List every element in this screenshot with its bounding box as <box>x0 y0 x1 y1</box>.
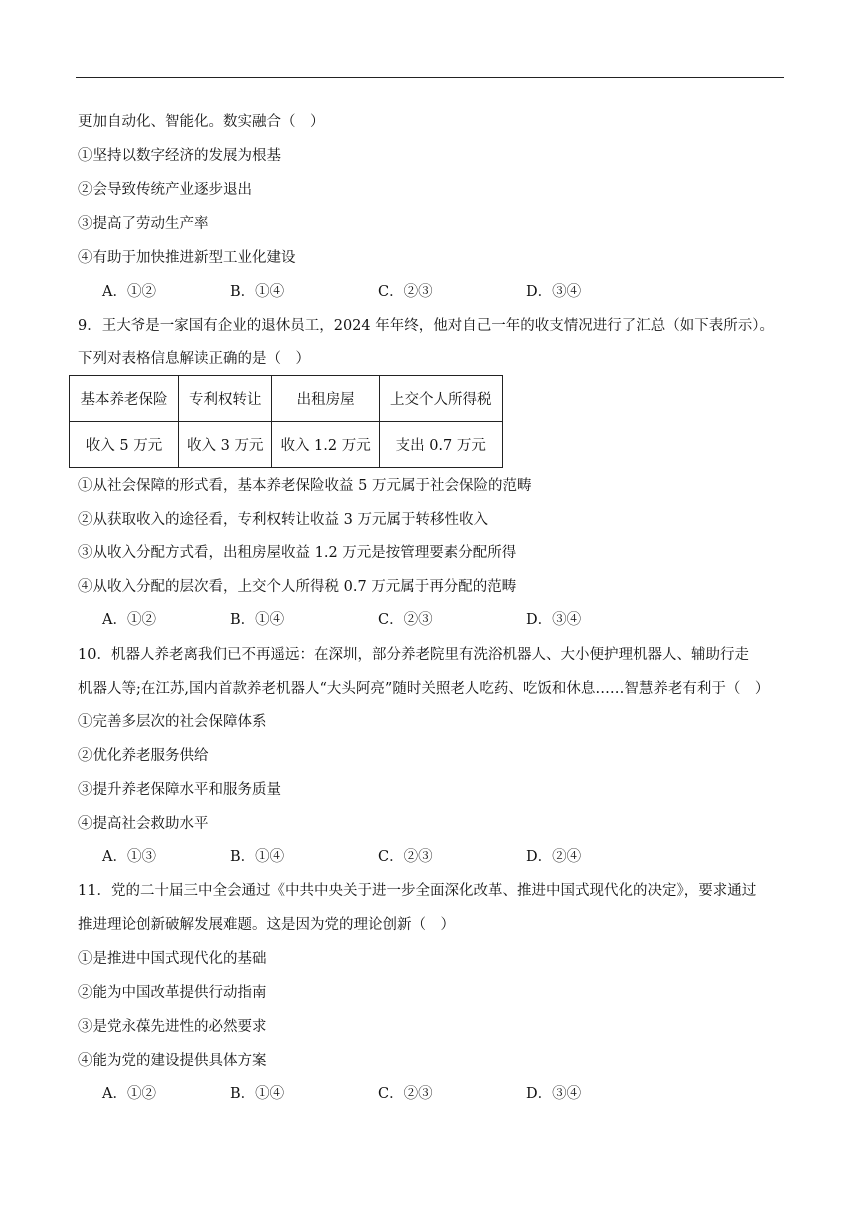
header-rule <box>76 77 784 78</box>
question-9-item-1: ①从社会保障的形式看，基本养老保险收益 5 万元属于社会保险的范畴 <box>78 478 532 494</box>
table-row <box>70 422 503 468</box>
question-10-stem-line-1: 10．机器人养老离我们已不再遥远：在深圳，部分养老院里有洗浴机器人、大小便护理机器人、辅助行走 <box>78 647 749 663</box>
question-9-item-3: ③从收入分配方式看，出租房屋收益 1.2 万元是按管理要素分配所得 <box>78 545 517 561</box>
option-c: C．②③ <box>378 1086 433 1102</box>
table-header-cell: 基本养老保险 <box>70 376 179 422</box>
option-c: C．②③ <box>378 284 433 300</box>
table-cell: 支出 0.7 万元 <box>379 422 502 468</box>
table-header-cell: 专利权转让 <box>179 376 272 422</box>
option-a: A．①② <box>102 612 156 628</box>
question-9-item-2: ②从获取收入的途径看，专利权转让收益 3 万元属于转移性收入 <box>78 512 488 528</box>
question-11-stem-line-2: 推进理论创新破解发展难题。这是因为党的理论创新（ ） <box>78 917 455 933</box>
question-9-item-4: ④从收入分配的层次看，上交个人所得税 0.7 万元属于再分配的范畴 <box>78 579 517 595</box>
question-11-item-3: ③是党永葆先进性的必然要求 <box>78 1019 267 1035</box>
question-11-item-2: ②能为中国改革提供行动指南 <box>78 985 267 1001</box>
option-b: B．①④ <box>230 1086 285 1102</box>
table-cell: 收入 5 万元 <box>70 422 179 468</box>
option-c: C．②③ <box>378 612 433 628</box>
table-cell: 收入 3 万元 <box>179 422 272 468</box>
table-header-cell: 上交个人所得税 <box>379 376 502 422</box>
option-a: A．①② <box>102 1086 156 1102</box>
option-c: C．②③ <box>378 849 433 865</box>
option-a: A．①③ <box>102 849 156 865</box>
question-10-stem-line-2: 机器人等;在江苏,国内首款养老机器人“大头阿亮”随时关照老人吃药、吃饭和休息……智慧养老有利于（ ） <box>78 681 770 697</box>
question-10-item-4: ④提高社会救助水平 <box>78 816 209 832</box>
question-10-item-3: ③提升养老保障水平和服务质量 <box>78 782 281 798</box>
question-8-item-2: ②会导致传统产业逐步退出 <box>78 182 252 198</box>
table-header-row <box>70 376 503 422</box>
question-11-item-1: ①是推进中国式现代化的基础 <box>78 951 267 967</box>
question-8-item-3: ③提高了劳动生产率 <box>78 216 209 232</box>
question-9-stem-line-1: 9．王大爷是一家国有企业的退休员工，2024 年年终，他对自己一年的收支情况进行了汇总（如下表所示）。 <box>78 318 774 334</box>
option-a: A．①② <box>102 284 156 300</box>
question-10-item-1: ①完善多层次的社会保障体系 <box>78 714 267 730</box>
question-11-stem-line-1: 11．党的二十届三中全会通过《中共中央关于进一步全面深化改革、推进中国式现代化的决定》，要求通过 <box>78 883 757 899</box>
table-header-cell: 出租房屋 <box>272 376 379 422</box>
option-d: D．③④ <box>526 612 582 628</box>
option-d: D．③④ <box>526 1086 582 1102</box>
question-8-item-1: ①坚持以数字经济的发展为根基 <box>78 148 281 164</box>
option-d: D．③④ <box>526 284 582 300</box>
option-b: B．①④ <box>230 849 285 865</box>
question-11-item-4: ④能为党的建设提供具体方案 <box>78 1053 267 1069</box>
table-cell: 收入 1.2 万元 <box>272 422 379 468</box>
income-table <box>69 375 503 468</box>
question-9-stem-line-2: 下列对表格信息解读正确的是（ ） <box>78 351 310 367</box>
question-10-item-2: ②优化养老服务供给 <box>78 748 209 764</box>
question-8-stem: 更加自动化、智能化。数实融合（ ） <box>78 114 325 130</box>
option-b: B．①④ <box>230 284 285 300</box>
question-8-item-4: ④有助于加快推进新型工业化建设 <box>78 250 296 266</box>
option-d: D．②④ <box>526 849 582 865</box>
option-b: B．①④ <box>230 612 285 628</box>
